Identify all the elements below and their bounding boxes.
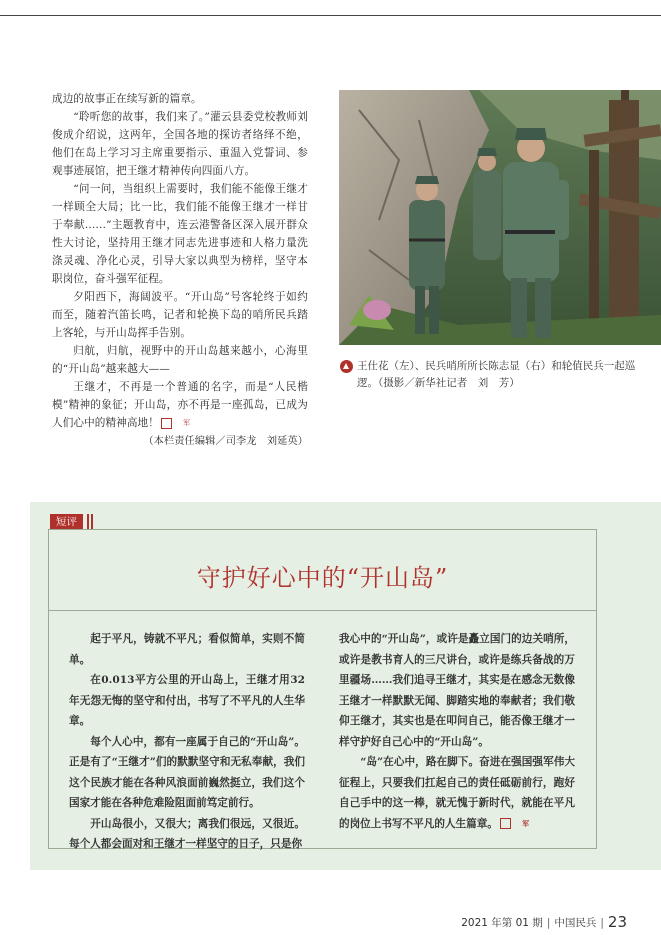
photo-caption [339, 358, 647, 392]
review-paragraph [339, 752, 575, 834]
title-divider [49, 610, 596, 611]
caption-triangle-icon [340, 360, 353, 373]
review-tag: 短评 [50, 514, 83, 530]
article-body [52, 90, 308, 451]
review-paragraph: 每个人心中，都有一座属于自己的“开山岛”。正是有了“王继才”们的默默坚守和无私奉献，我们这个民族才能在各种风浪面前巍然挺立，我们这个国家才能在各种危难险阻面前笃定前行。 [69, 735, 305, 809]
end-mark-icon: 军 [500, 818, 511, 829]
article-paragraph [52, 378, 308, 432]
caption-text: 王仕花（左）、民兵哨所所长陈志显（右）和轮值民兵一起巡逻。（摄影／新华社记者 刘 芳） [357, 360, 636, 389]
review-frame [48, 529, 597, 849]
editor-credit: （本栏责任编辑／司李龙 刘延英） [143, 436, 308, 447]
article-paragraph: 夕阳西下，海阔波平。“开山岛”号客轮终于如约而至，随着汽笛长鸣，记者和轮换下岛的哨所民兵踏上客轮，与开山岛挥手告别。 [52, 291, 308, 339]
article-paragraph: 成边的故事正在续写新的篇章。 [52, 93, 202, 105]
page-number: 23 [607, 913, 627, 931]
article-paragraph: 归航，归航，视野中的开山岛越来越小，心海里的“开山岛”越来越大—— [52, 345, 308, 375]
review-paragraph: 开山岛很小，又很大；离我们很远，又很近。每个人都会面对和王继才一样坚守的日子，只是你 [69, 817, 305, 850]
article-paragraph: “问一问，当组织上需要时，我们能不能像王继才一样顾全大局；比一比，我们能不能像王继才一样甘于奉献……”主题教育中，连云港警备区深入展开群众性大讨论，坚持用王继才同志先进事迹和人格力量洗涤灵魂、净化心灵，引导大家以典型为榜样，坚守本职岗位，奋斗强军征程。 [52, 183, 308, 285]
header-rule [0, 15, 661, 16]
review-paragraph: 在0.013平方公里的开山岛上，王继才用32年无怨无悔的坚守和付出，书写了不平凡的人生华章。 [69, 674, 305, 727]
short-review-box [30, 502, 661, 870]
magazine-name: 中国民兵 [554, 917, 597, 929]
page-footer: 2021 年第 01 期 | 中国民兵 | 23 [461, 913, 627, 931]
review-paragraph: 起于平凡，铸就不平凡；看似简单，实则不简单。 [69, 633, 305, 666]
article-paragraph: “聆听您的故事，我们来了。”灌云县委党校教师刘俊成介绍说，这两年，全国各地的探访者络绎不绝，他们在岛上学习习主席重要指示、重温入党誓词、参观事迹展馆，把王继才精神传向四面八方。 [52, 111, 308, 177]
review-last-text: “岛”在心中，路在脚下。奋进在强国强军伟大征程上，只要我们扛起自己的责任砥砺前行，跑好自己手中的这一棒，就无愧于新时代，就能在平凡的岗位上书写不平凡的人生篇章。 [339, 756, 575, 830]
review-right-column [339, 629, 575, 834]
patrol-photo [339, 90, 661, 345]
review-title: 守护好心中的“开山岛” [196, 564, 449, 592]
review-paragraph: 我心中的“开山岛”，或许是矗立国门的边关哨所，或许是教书育人的三尺讲台，或许是练兵备战的万里疆场……我们追寻王继才，其实是在感念无数像王继才一样默默无闻、脚踏实地的奉献者；我们敬仰王继才，其实也是在叩问自己，能否像王继才一样守护好自己心中的“开山岛”。 [339, 633, 575, 748]
end-mark-icon: 军 [161, 418, 172, 429]
review-left-column [69, 629, 305, 855]
article-last-text: 王继才，不再是一个普通的名字，而是“人民楷模”精神的象征；开山岛，亦不再是一座孤岛，已成为人们心中的精神高地！ [52, 381, 308, 429]
issue-label: 2021 年第 01 期 [461, 917, 543, 929]
